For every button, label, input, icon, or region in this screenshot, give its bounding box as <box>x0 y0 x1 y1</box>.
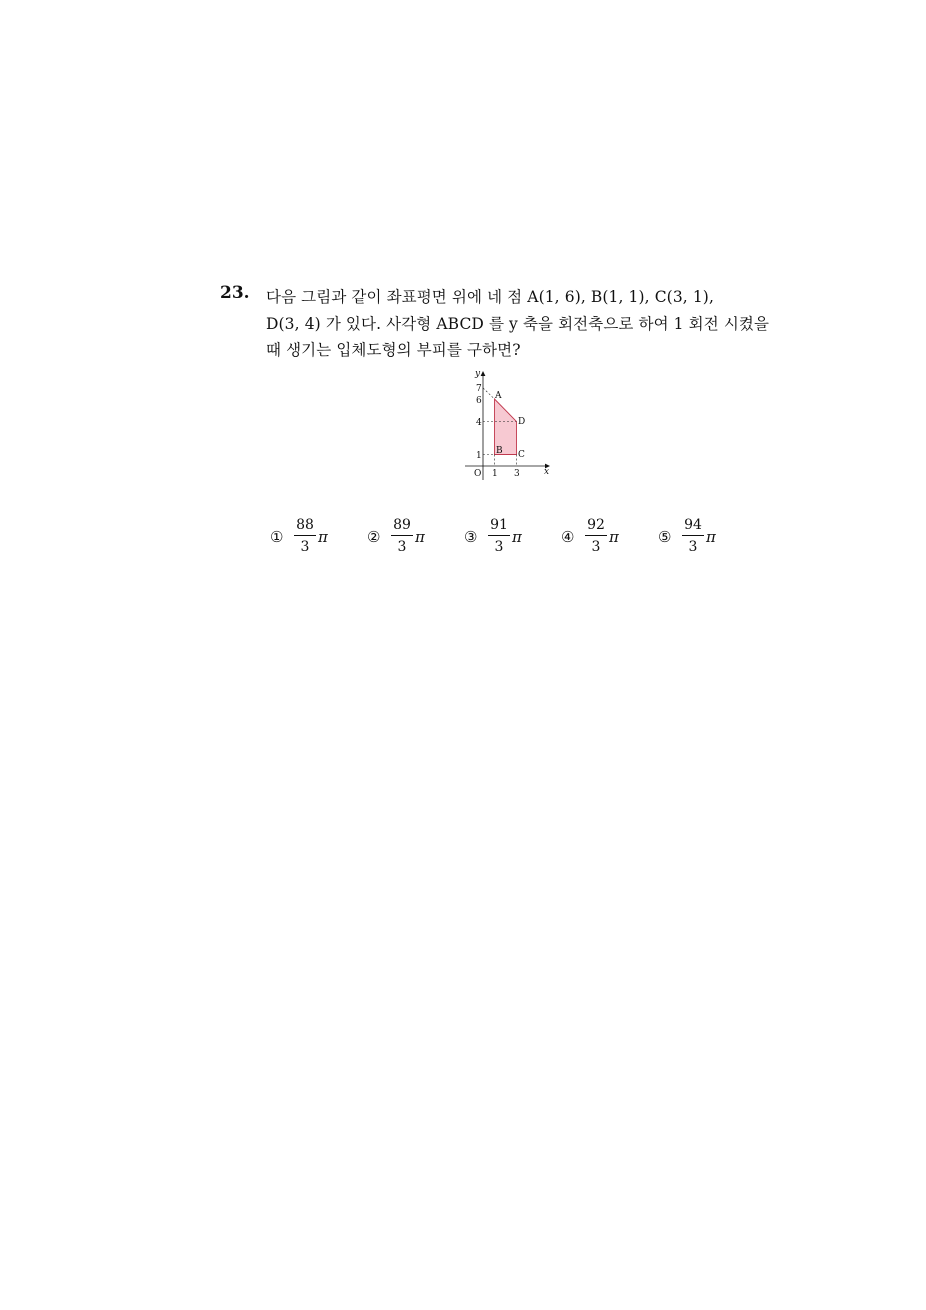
choice-marker: ⑤ <box>658 528 672 546</box>
point-label-c: C <box>518 450 525 460</box>
problem-number: 23. <box>220 283 250 303</box>
fraction-bar <box>391 535 413 536</box>
denominator: 3 <box>300 539 310 555</box>
choice-marker: ① <box>270 528 284 546</box>
pi-symbol: π <box>318 528 328 546</box>
denominator: 3 <box>688 539 698 555</box>
fraction <box>682 517 704 555</box>
fraction-bar <box>294 535 316 536</box>
numerator: 91 <box>490 517 508 533</box>
problem-text-line-3: 때 생기는 입체도형의 부피를 구하면? <box>266 341 521 359</box>
denominator: 3 <box>591 539 601 555</box>
y-tick-4: 4 <box>476 418 482 428</box>
y-tick-7: 7 <box>476 384 482 394</box>
pi-symbol: π <box>706 528 716 546</box>
choice-marker: ④ <box>561 528 575 546</box>
numerator: 92 <box>587 517 605 533</box>
pi-symbol: π <box>415 528 425 546</box>
coordinate-plane-svg <box>460 368 560 483</box>
numerator: 88 <box>296 517 314 533</box>
denominator: 3 <box>494 539 504 555</box>
y-tick-6: 6 <box>476 396 482 406</box>
fraction-bar <box>488 535 510 536</box>
coordinate-figure <box>460 368 560 483</box>
problem-text-line-2: D(3, 4) 가 있다. 사각형 ABCD 를 y 축을 회전축으로 하여 1 회전 시켰을 <box>266 315 770 333</box>
fraction-bar <box>682 535 704 536</box>
fraction <box>488 517 510 555</box>
denominator: 3 <box>397 539 407 555</box>
problem-text-line-1: 다음 그림과 같이 좌표평면 위에 네 점 A(1, 6), B(1, 1), C(3, 1), <box>266 288 714 306</box>
fraction <box>585 517 607 555</box>
y-tick-1: 1 <box>476 451 482 461</box>
x-tick-1: 1 <box>492 469 498 479</box>
numerator: 89 <box>393 517 411 533</box>
pi-symbol: π <box>609 528 619 546</box>
x-tick-3: 3 <box>514 469 520 479</box>
point-label-b: B <box>496 446 503 456</box>
pi-symbol: π <box>512 528 522 546</box>
y-axis-label: y <box>475 369 481 379</box>
choice-marker: ③ <box>464 528 478 546</box>
point-label-d: D <box>518 417 526 427</box>
origin-label: O <box>474 469 482 479</box>
fraction-bar <box>585 535 607 536</box>
choice-marker: ② <box>367 528 381 546</box>
point-label-a: A <box>495 391 502 401</box>
numerator: 94 <box>684 517 702 533</box>
x-axis-label: x <box>544 467 550 477</box>
dashed-guide-y7 <box>483 388 495 399</box>
y-axis-arrow <box>481 371 486 376</box>
fraction <box>294 517 316 555</box>
answer-choices <box>270 517 730 561</box>
fraction <box>391 517 413 555</box>
